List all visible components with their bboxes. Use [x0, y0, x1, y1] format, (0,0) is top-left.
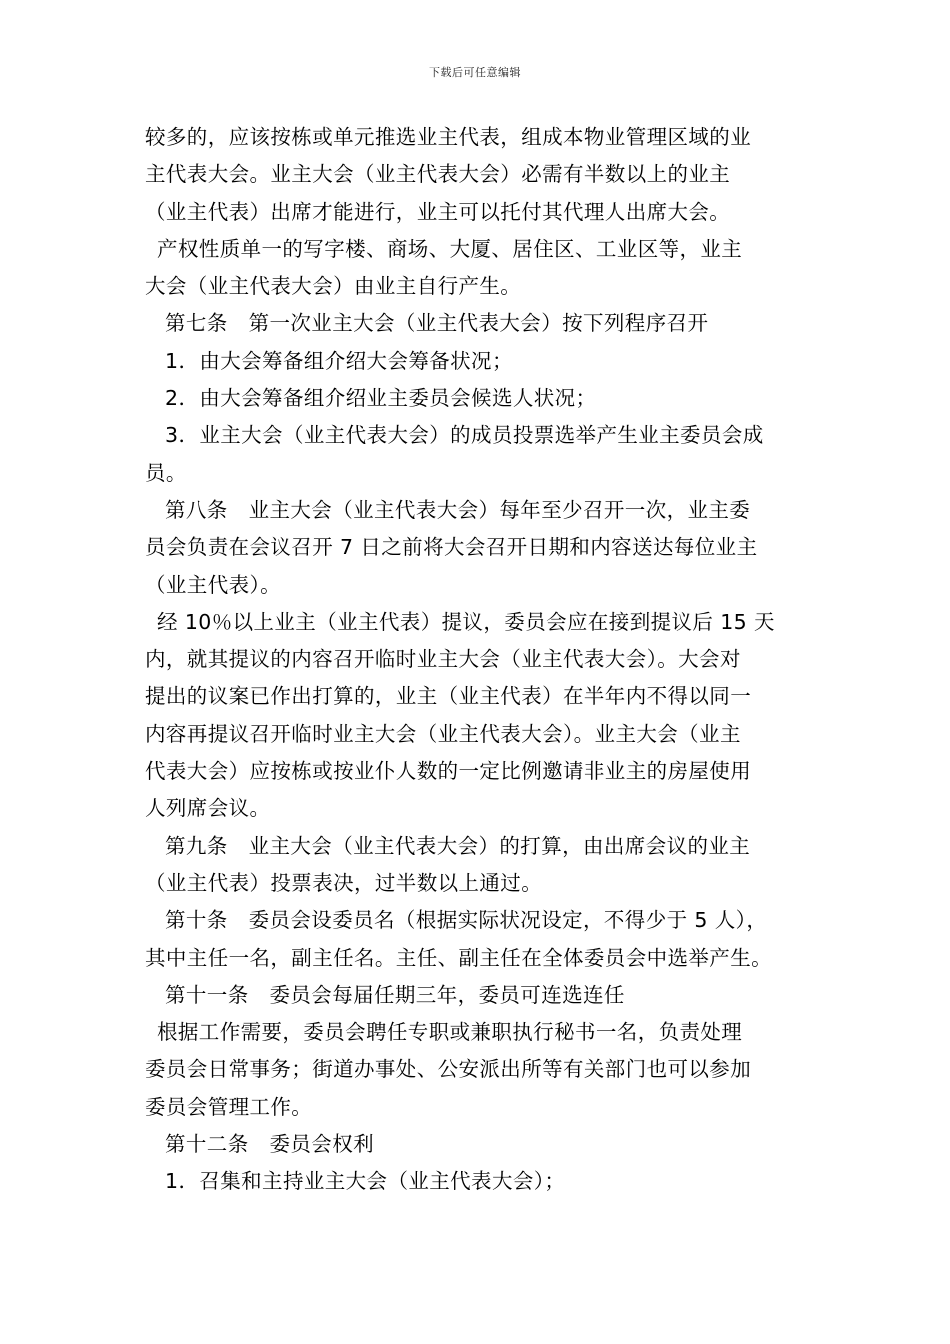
text-line: 主代表大会。业主大会（业主代表大会）必需有半数以上的业主: [145, 162, 731, 187]
text-line: 委员会管理工作。: [145, 1094, 313, 1119]
text-line: 人列席会议。: [145, 796, 271, 821]
text-line: 经 10％以上业主（业主代表）提议，委员会应在接到提议后 15 天: [157, 609, 775, 634]
text-line: 较多的，应该按栋或单元推选业主代表，组成本物业管理区域的业: [145, 125, 752, 149]
text-line: 代表大会）应按栋或按业仆人数的一定比例邀请非业主的房屋使用: [145, 759, 752, 784]
article-heading: 第七条 第一次业主大会（业主代表大会）按下列程序召开: [165, 311, 709, 336]
text-line: （业主代表）投票表决，过半数以上通过。: [145, 870, 543, 895]
list-item: 1．召集和主持业主大会（业主代表大会）；: [165, 1169, 566, 1194]
text-line: （业主代表）。: [145, 572, 282, 597]
text-line: 委员会日常事务；街道办事处、公安派出所等有关部门也可以参加: [145, 1057, 752, 1082]
document-body: [145, 119, 810, 1201]
text-line: 大会（业主代表大会）由业主自行产生。: [145, 274, 522, 299]
text-line: 产权性质单一的写字楼、商场、大厦、居住区、工业区等，业主: [157, 236, 743, 261]
text-line: 提出的议案已作出打算的，业主（业主代表）在半年内不得以同一: [145, 684, 752, 709]
page-header: 下载后可任意编辑: [429, 66, 521, 79]
text-line: 其中主任一名，副主任名。主任、副主任在全体委员会中选举产生。: [145, 945, 772, 970]
article-heading: 第九条 业主大会（业主代表大会）的打算，由出席会议的业主: [165, 833, 751, 858]
text-line: 员会负责在会议召开 7 日之前将大会召开日期和内容送达每位业主: [145, 535, 758, 560]
article-heading: 第八条 业主大会（业主代表大会）每年至少召开一次，业主委: [165, 497, 751, 522]
article-heading: 第十二条 委员会权利: [165, 1132, 374, 1157]
list-item: 2．由大会筹备组介绍业主委员会候选人状况；: [165, 386, 597, 411]
text-line: （业主代表）出席才能进行，业主可以托付其代理人出席大会。: [145, 199, 731, 224]
text-line: 根据工作需要，委员会聘任专职或兼职执行秘书一名，负责处理: [157, 1020, 743, 1045]
article-heading: 第十条 委员会设委员名（根据实际状况设定，不得少于 5 人），: [165, 908, 768, 933]
list-item: 3．业主大会（业主代表大会）的成员投票选举产生业主委员会成: [165, 423, 764, 448]
text-line: 内容再提议召开临时业主大会（业主代表大会）。业主大会（业主: [145, 721, 741, 746]
text-line: 员。: [145, 460, 187, 485]
text-line: 内，就其提议的内容召开临时业主大会（业主代表大会）。大会对: [145, 647, 741, 672]
list-item: 1．由大会筹备组介绍大会筹备状况；: [165, 348, 513, 373]
article-heading: 第十一条 委员会每届任期三年，委员可连选连任: [165, 982, 625, 1007]
